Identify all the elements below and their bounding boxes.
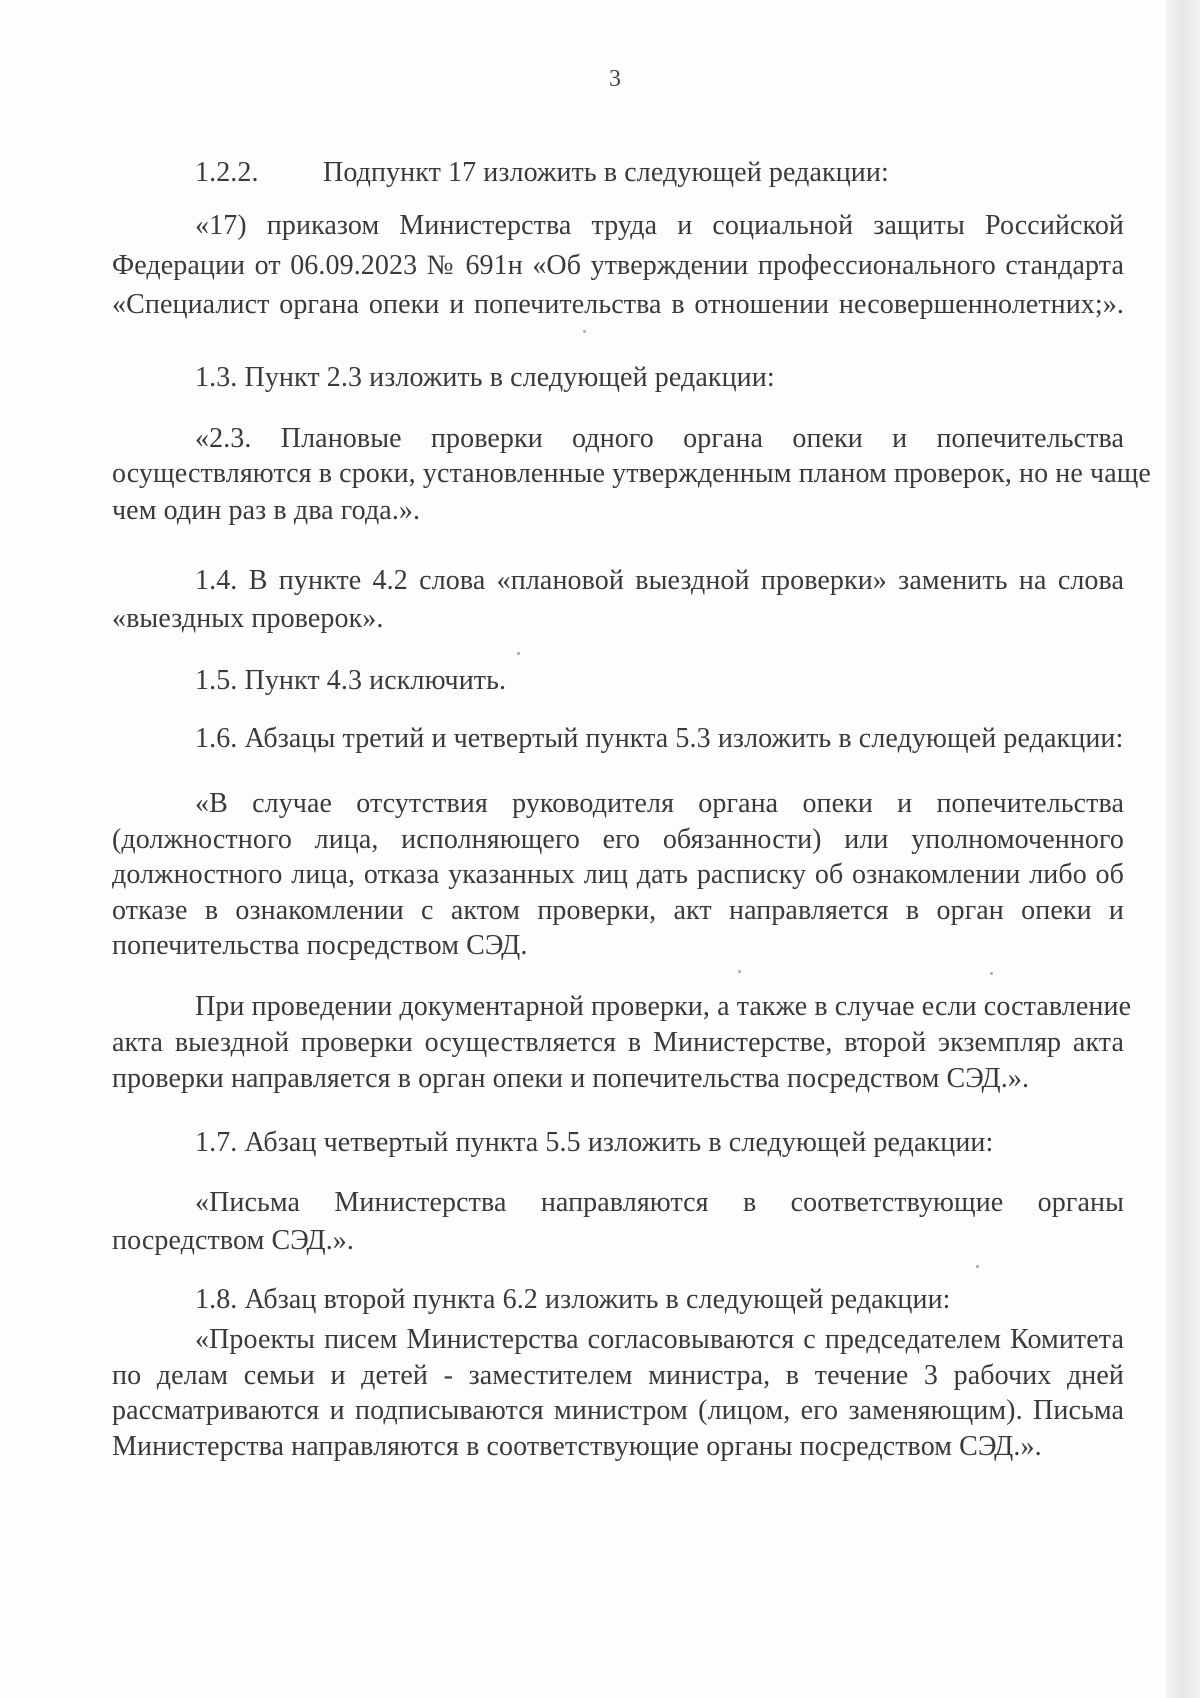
paragraph-absence-line: «В случае отсутствия руководителя органа опеки и попечительства (195, 788, 1124, 819)
scan-speck (976, 1265, 979, 1268)
paragraph-1-5: 1.5. Пункт 4.3 исключить. (195, 665, 507, 696)
paragraph-1-7: 1.7. Абзац четвертый пункта 5.5 изложить в следующей редакции: (195, 1127, 994, 1158)
paragraph-projects-line: по делам семьи и детей - заместителем министра, в течение 3 рабочих дней (112, 1360, 1124, 1391)
paragraph-17-line: «17) приказом Министерства труда и социальной защиты Российской (195, 210, 1124, 241)
paragraph-documentary-line: проверки направляется в орган опеки и попечительства посредством СЭД.». (112, 1063, 1030, 1094)
paragraph-documentary-line: акта выездной проверки осуществляется в Министерстве, второй экземпляр акта (112, 1027, 1124, 1058)
paragraph-projects-line: «Проекты писем Министерства согласовываются с председателем Комитета (195, 1324, 1124, 1355)
paragraph-17-line: «Специалист органа опеки и попечительства в отношении несовершеннолетних;». (112, 289, 1124, 320)
paragraph-projects-line: Министерства направляются в соответствующие органы посредством СЭД.». (112, 1431, 1042, 1462)
paragraph-1-6: 1.6. Абзацы третий и четвертый пункта 5.3 изложить в следующей редакции: (195, 723, 1124, 754)
paragraph-projects-line: рассматриваются и подписываются министром (лицом, его заменяющим). Письма (112, 1395, 1124, 1426)
paragraph-absence-line: должностного лица, отказа указанных лиц дать расписку об ознакомлении либо об (112, 859, 1124, 890)
paragraph-number: 1.2.2. (195, 157, 259, 188)
scan-speck (583, 330, 586, 333)
paragraph-1-4-line: 1.4. В пункте 4.2 слова «плановой выездной проверки» заменить на слова (195, 565, 1124, 596)
paragraph-1-8: 1.8. Абзац второй пункта 6.2 изложить в следующей редакции: (195, 1284, 951, 1315)
paragraph-1-4-line: «выездных проверок». (112, 603, 384, 634)
paragraph-letters-line: «Письма Министерства направляются в соответствующие органы (195, 1187, 1124, 1218)
paragraph-absence-line: попечительства посредством СЭД. (112, 930, 528, 961)
paragraph-1-3: 1.3. Пункт 2.3 изложить в следующей редакции: (195, 362, 775, 393)
scan-speck (517, 652, 520, 655)
scan-speck (990, 972, 993, 975)
paragraph-2-3-line: осуществляются в сроки, установленные утвержденным планом проверок, но не чаще (112, 458, 1151, 489)
paragraph-1-2-2 (195, 155, 1124, 191)
paragraph-2-3-line: чем один раз в два года.». (112, 495, 421, 526)
paragraph-text: Подпункт 17 изложить в следующей редакции: (323, 157, 889, 188)
scan-edge-shadow (1166, 0, 1200, 1698)
scan-speck (738, 970, 741, 973)
paragraph-absence-line: отказе в ознакомлении с актом проверки, акт направляется в орган опеки и (112, 895, 1124, 926)
paragraph-17-line: Федерации от 06.09.2023 № 691н «Об утверждении профессионального стандарта (112, 250, 1124, 281)
page-number: 3 (609, 66, 621, 92)
paragraph-letters-line: посредством СЭД.». (112, 1225, 355, 1256)
paragraph-2-3-line: «2.3. Плановые проверки одного органа опеки и попечительства (195, 423, 1124, 454)
paragraph-documentary-line: При проведении документарной проверки, а также в случае если составление (195, 991, 1132, 1022)
paragraph-absence-line: (должностного лица, исполняющего его обязанности) или уполномоченного (112, 824, 1124, 855)
